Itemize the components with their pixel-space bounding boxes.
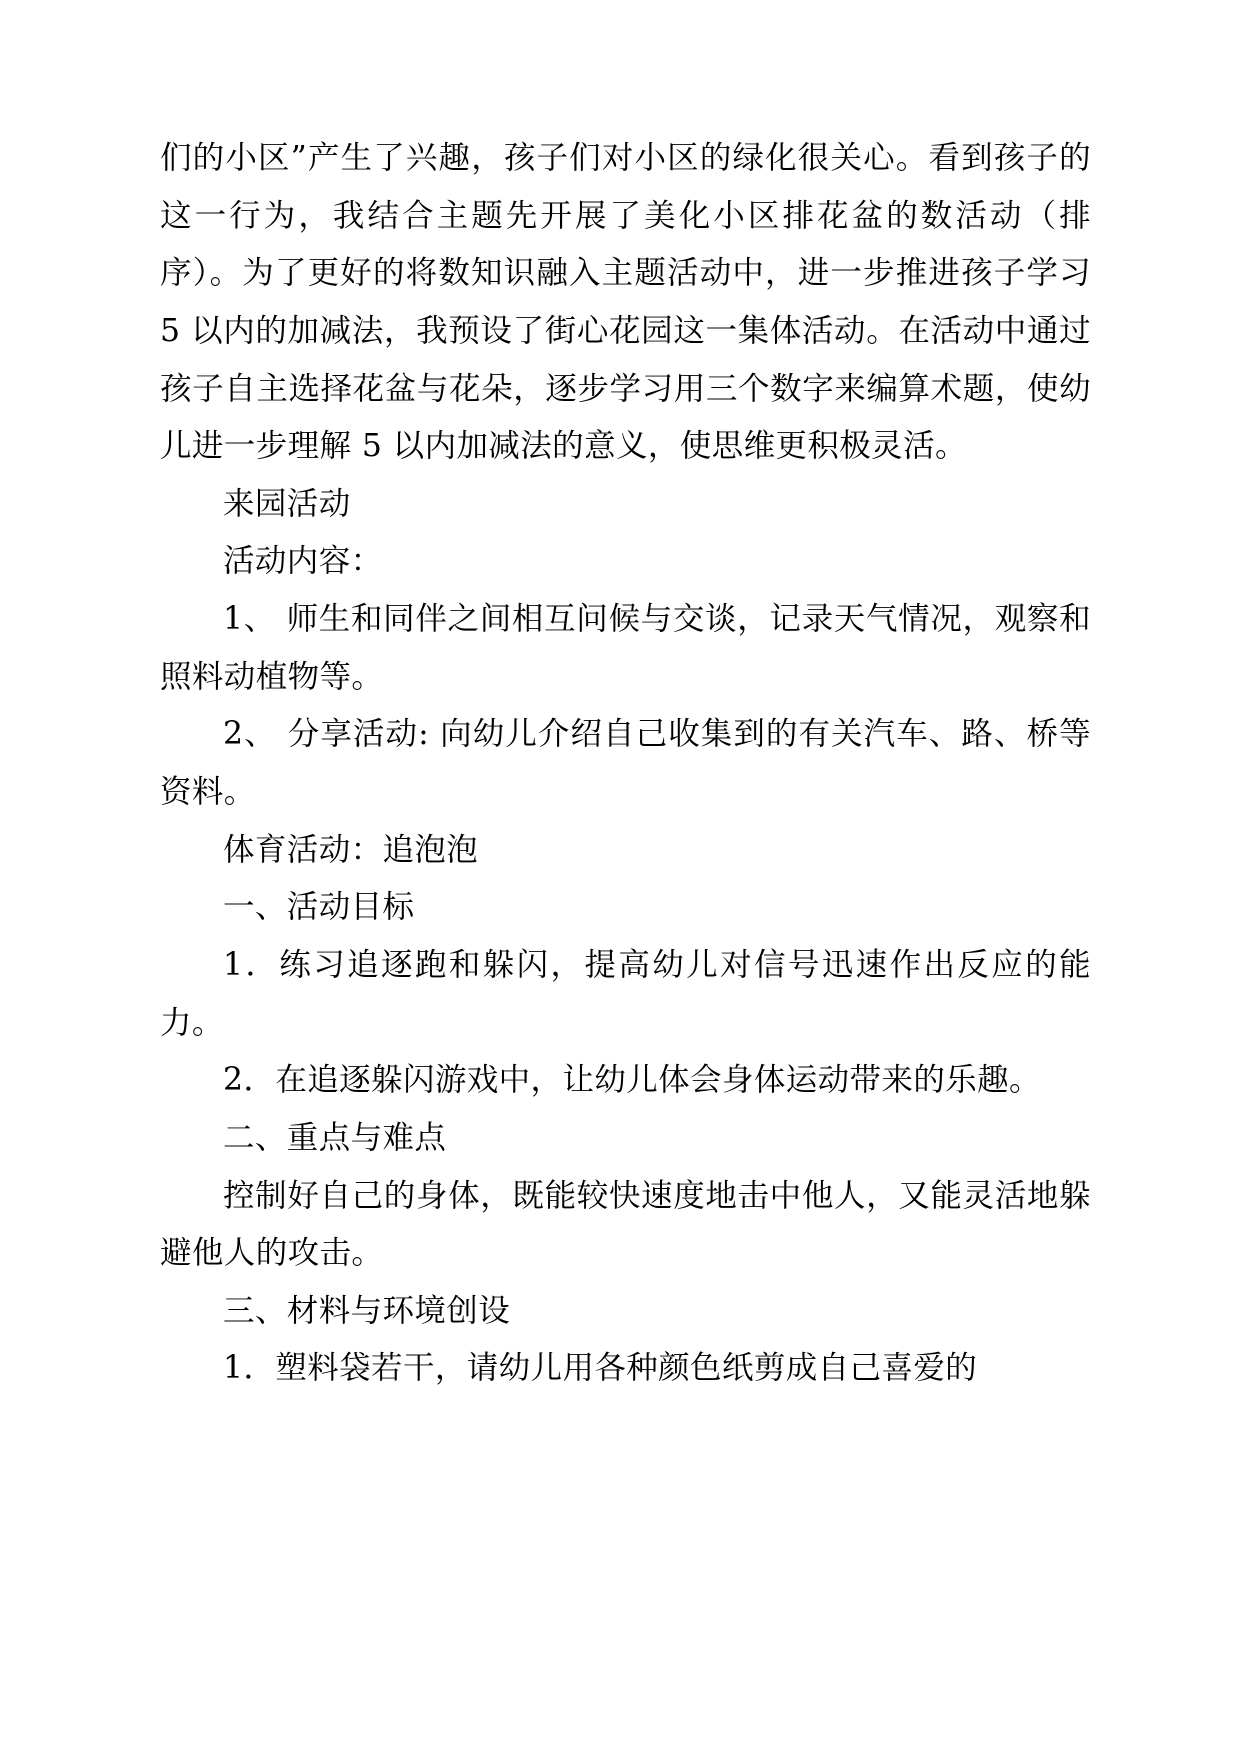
- paragraph-section-key-points: 二、重点与难点: [223, 1119, 447, 1156]
- paragraph-goal-2: 2．在追逐躲闪游戏中，让幼儿体会身体运动带来的乐趣。: [223, 1062, 1041, 1099]
- paragraph-tiyu-huodong: 体育活动：追泡泡: [223, 831, 479, 868]
- paragraph-section-materials: 三、材料与环境创设: [223, 1292, 511, 1329]
- paragraph-goal-1: 1．练习追逐跑和躲闪，提高幼儿对信号迅速作出反应的能力。: [160, 946, 1091, 1041]
- paragraph-lai-yuan-huodong: 来园活动: [223, 485, 351, 522]
- paragraph-list-item-2: 2、 分享活动: 向幼儿介绍自己收集到的有关汽车、路、桥等资料。: [160, 716, 1091, 811]
- paragraph-list-item-1: 1、 师生和同伴之间相互问候与交谈，记录天气情况，观察和照料动植物等。: [160, 601, 1091, 695]
- paragraph-huodong-neirong: 活动内容：: [223, 543, 383, 580]
- document-body: [160, 130, 1102, 1398]
- paragraph-section-activity-goals: 一、活动目标: [223, 889, 415, 926]
- paragraph-material-1: 1．塑料袋若干，请幼儿用各种颜色纸剪成自己喜爱的: [223, 1350, 978, 1387]
- paragraph-intro-continued: 们的小区”产生了兴趣，孩子们对小区的绿化很关心。看到孩子的这一行为，我结合主题先开展了美化小区排花盆的数活动（排序）。为了更好的将数知识融入主题活动中，进一步推进孩子学习 5 以内的加减法，我预设了街心花园这一集体活动。在活动中通过孩子自主选择花盆与花朵，逐步学习用三个数字来编算术题，使幼儿进一步理解 5 以内加减法的意义，使思维更积极灵活。: [160, 140, 1102, 465]
- paragraph-key-points-body: 控制好自己的身体，既能较快速度地击中他人，又能灵活地躲避他人的攻击。: [160, 1177, 1091, 1272]
